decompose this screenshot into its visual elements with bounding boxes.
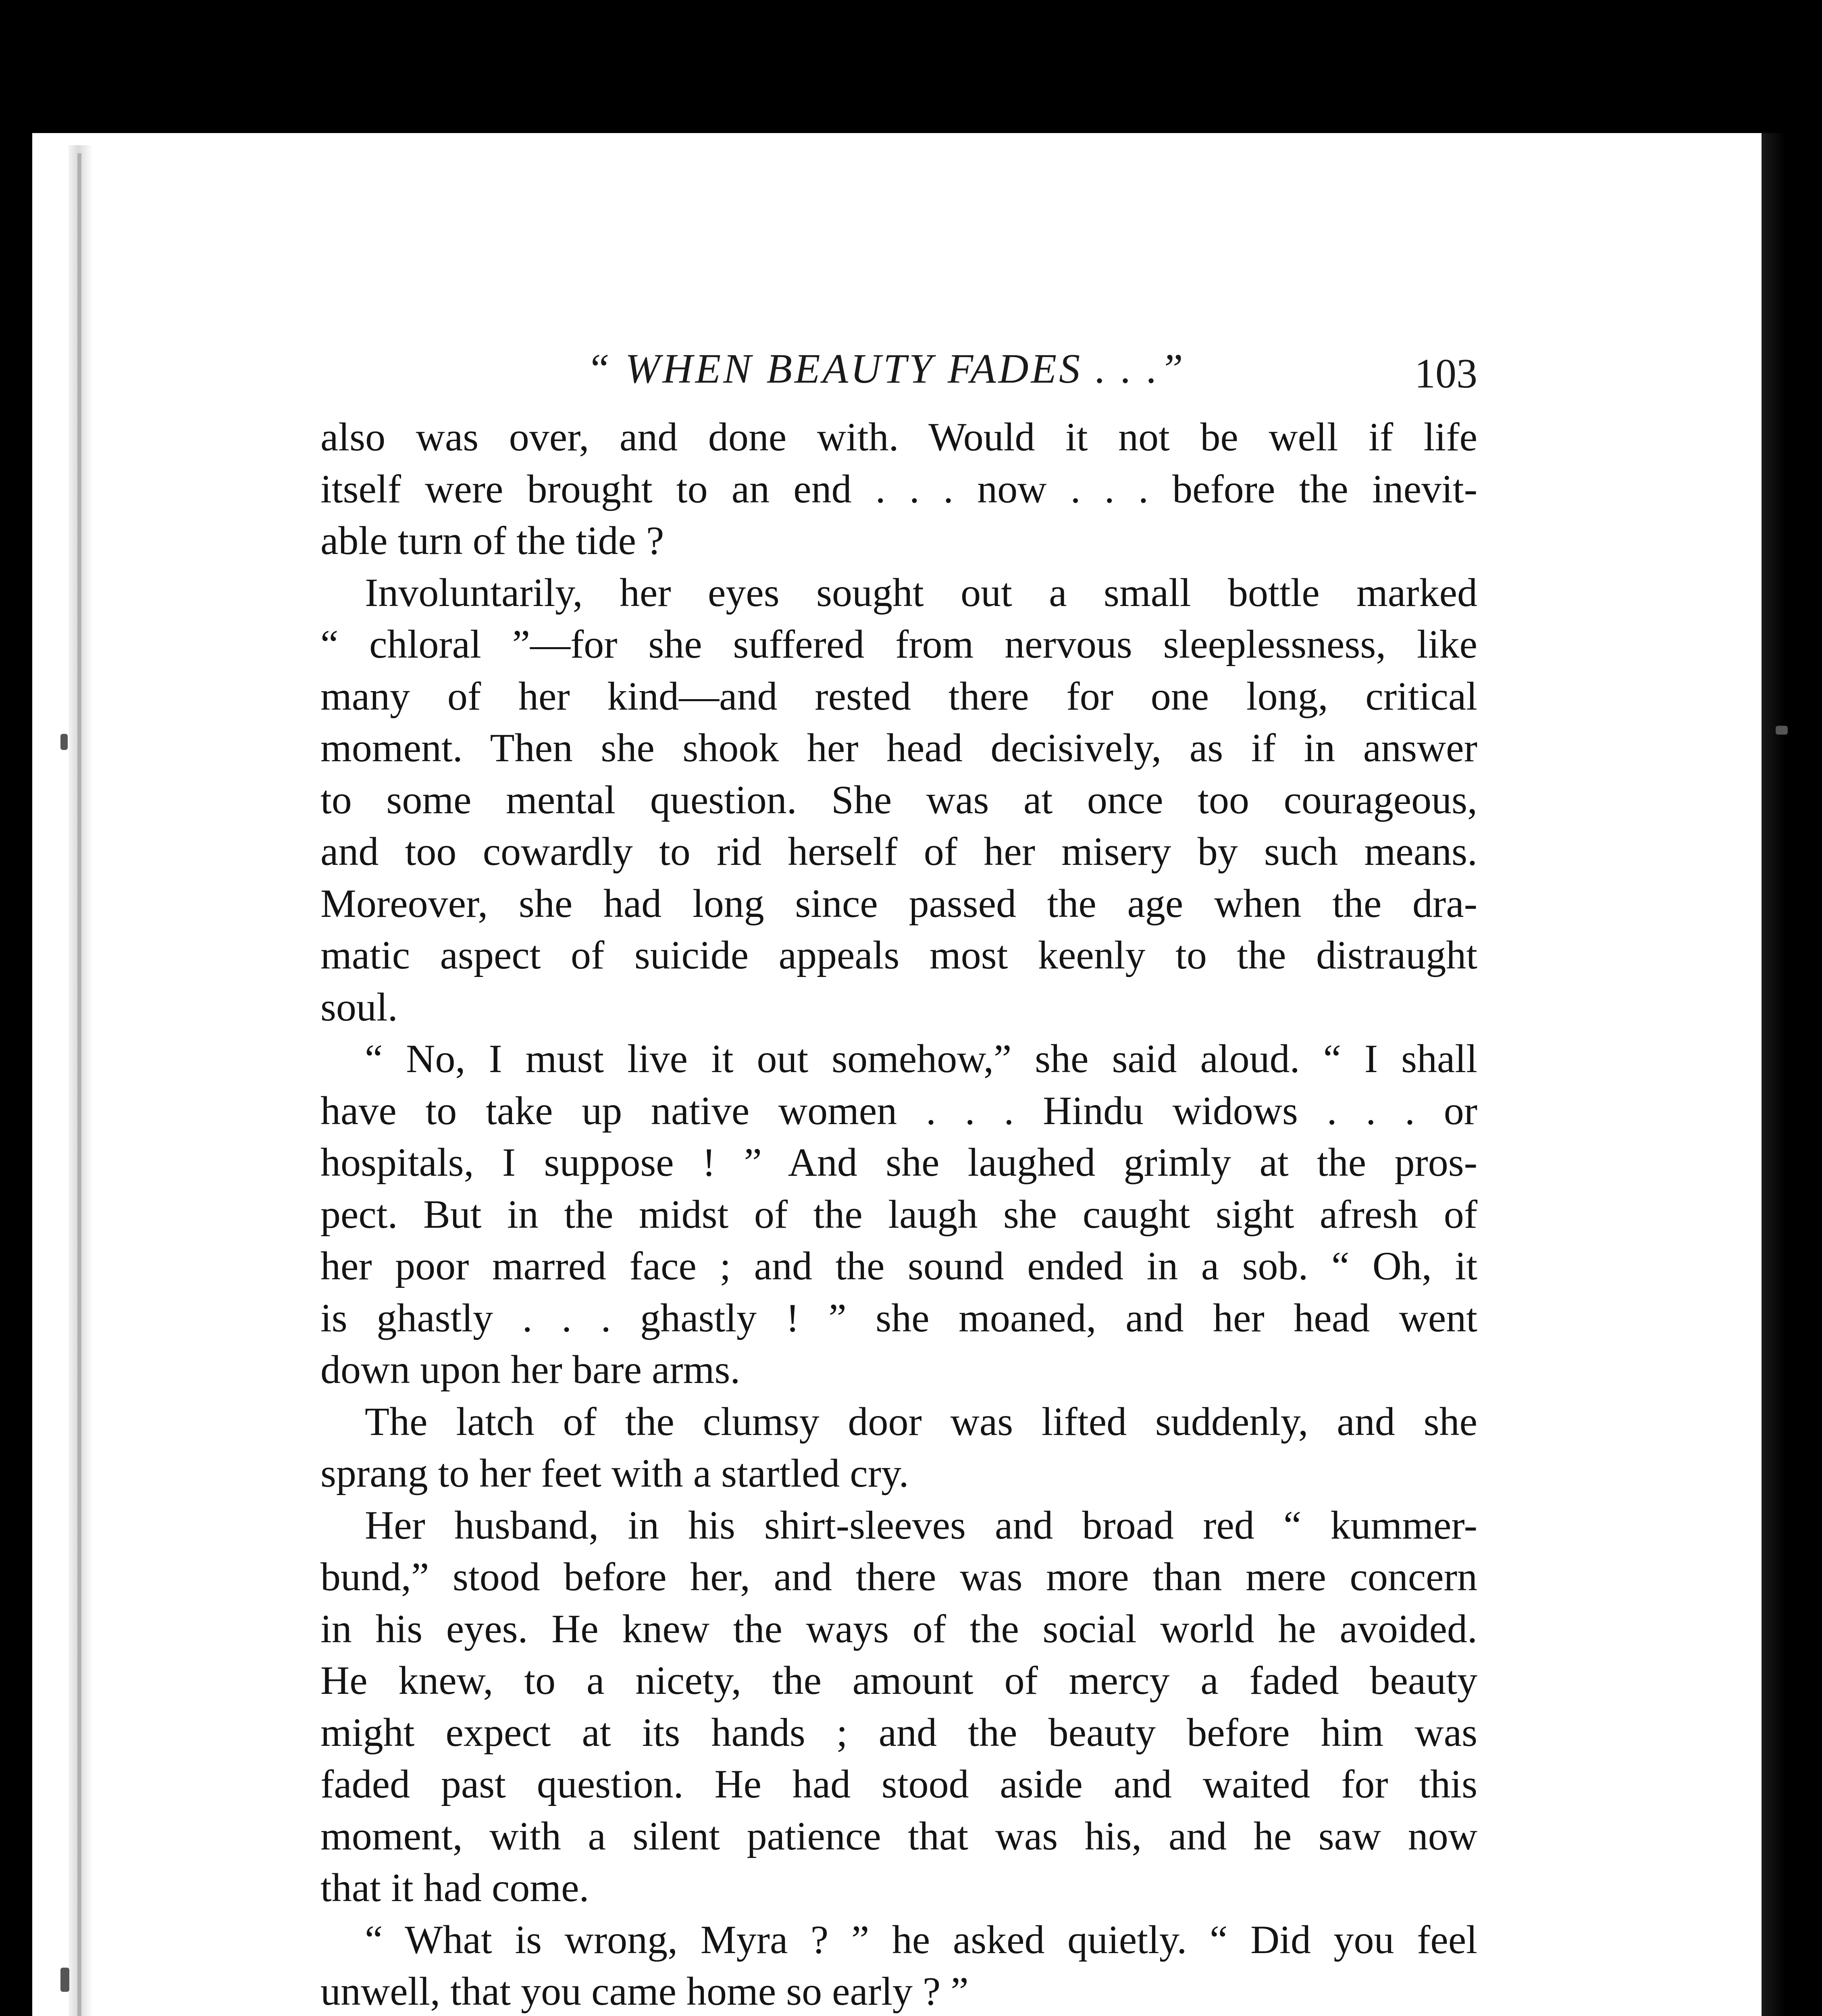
text-line: “ What is wrong, Myra ? ” he asked quietly. “ Did you feel: [365, 1917, 1477, 1962]
text-line: her poor marred face ; and the sound ended in a sob. “ Oh, it: [320, 1243, 1477, 1288]
text-line: itself were brought to an end . . . now . . . before the inevit-: [320, 466, 1477, 511]
margin-speck: [60, 734, 68, 750]
body-text: [320, 411, 1477, 2016]
text-line: and too cowardly to rid herself of her misery by such means.: [320, 829, 1477, 874]
text-line: to some mental question. She was at once too courageous,: [320, 777, 1477, 822]
text-line: that it had come.: [320, 1865, 589, 1910]
page-number: 103: [1414, 350, 1477, 397]
running-head: “ WHEN BEAUTY FADES . . .”: [587, 346, 1186, 392]
text-line: down upon her bare arms.: [320, 1347, 740, 1392]
text-line: He knew, to a nicety, the amount of mercy a faded beauty: [320, 1658, 1477, 1703]
text-line: moment, with a silent patience that was his, and he saw now: [320, 1813, 1477, 1858]
text-line: have to take up native women . . . Hindu widows . . . or: [320, 1088, 1477, 1133]
page-header: [320, 339, 1477, 407]
text-line: faded past question. He had stood aside and waited for this: [320, 1762, 1477, 1806]
text-line: “ No, I must live it out somehow,” she said aloud. “ I shall: [365, 1036, 1477, 1081]
page-edge-shadow: [1762, 133, 1786, 2016]
text-line: Moreover, she had long since passed the age when the dra-: [320, 881, 1477, 926]
text-line: Her husband, in his shirt-sleeves and broad red “ kummer-: [365, 1502, 1477, 1547]
margin-speck: [1776, 726, 1788, 735]
text-line: in his eyes. He knew the ways of the social world he avoided.: [320, 1606, 1477, 1651]
text-line: hospitals, I suppose ! ” And she laughed grimly at the pros-: [320, 1140, 1477, 1185]
binding-edge: [77, 153, 81, 2016]
text-line: bund,” stood before her, and there was more than mere concern: [320, 1554, 1477, 1599]
text-line: unwell, that you came home so early ? ”: [320, 1969, 969, 2014]
text-line: matic aspect of suicide appeals most keenly to the distraught: [320, 933, 1477, 977]
text-line: also was over, and done with. Would it not be well if life: [320, 414, 1477, 459]
text-line: able turn of the tide ?: [320, 518, 664, 563]
margin-speck: [60, 1968, 69, 1992]
text-line: many of her kind—and rested there for one long, critical: [320, 673, 1477, 719]
text-line: soul.: [320, 984, 398, 1029]
text-line: pect. But in the midst of the laugh she caught sight afresh of: [320, 1191, 1477, 1237]
text-line: sprang to her feet with a startled cry.: [320, 1451, 909, 1495]
text-line: The latch of the clumsy door was lifted suddenly, and she: [365, 1399, 1477, 1444]
text-line: Involuntarily, her eyes sought out a small bottle marked: [365, 570, 1477, 615]
text-line: might expect at its hands ; and the beauty before him was: [320, 1710, 1477, 1755]
text-line: is ghastly . . . ghastly ! ” she moaned, and her head went: [320, 1295, 1477, 1340]
text-line: moment. Then she shook her head decisively, as if in answer: [320, 725, 1477, 770]
text-line: “ chloral ”—for she suffered from nervous sleeplessness, like: [320, 622, 1477, 666]
